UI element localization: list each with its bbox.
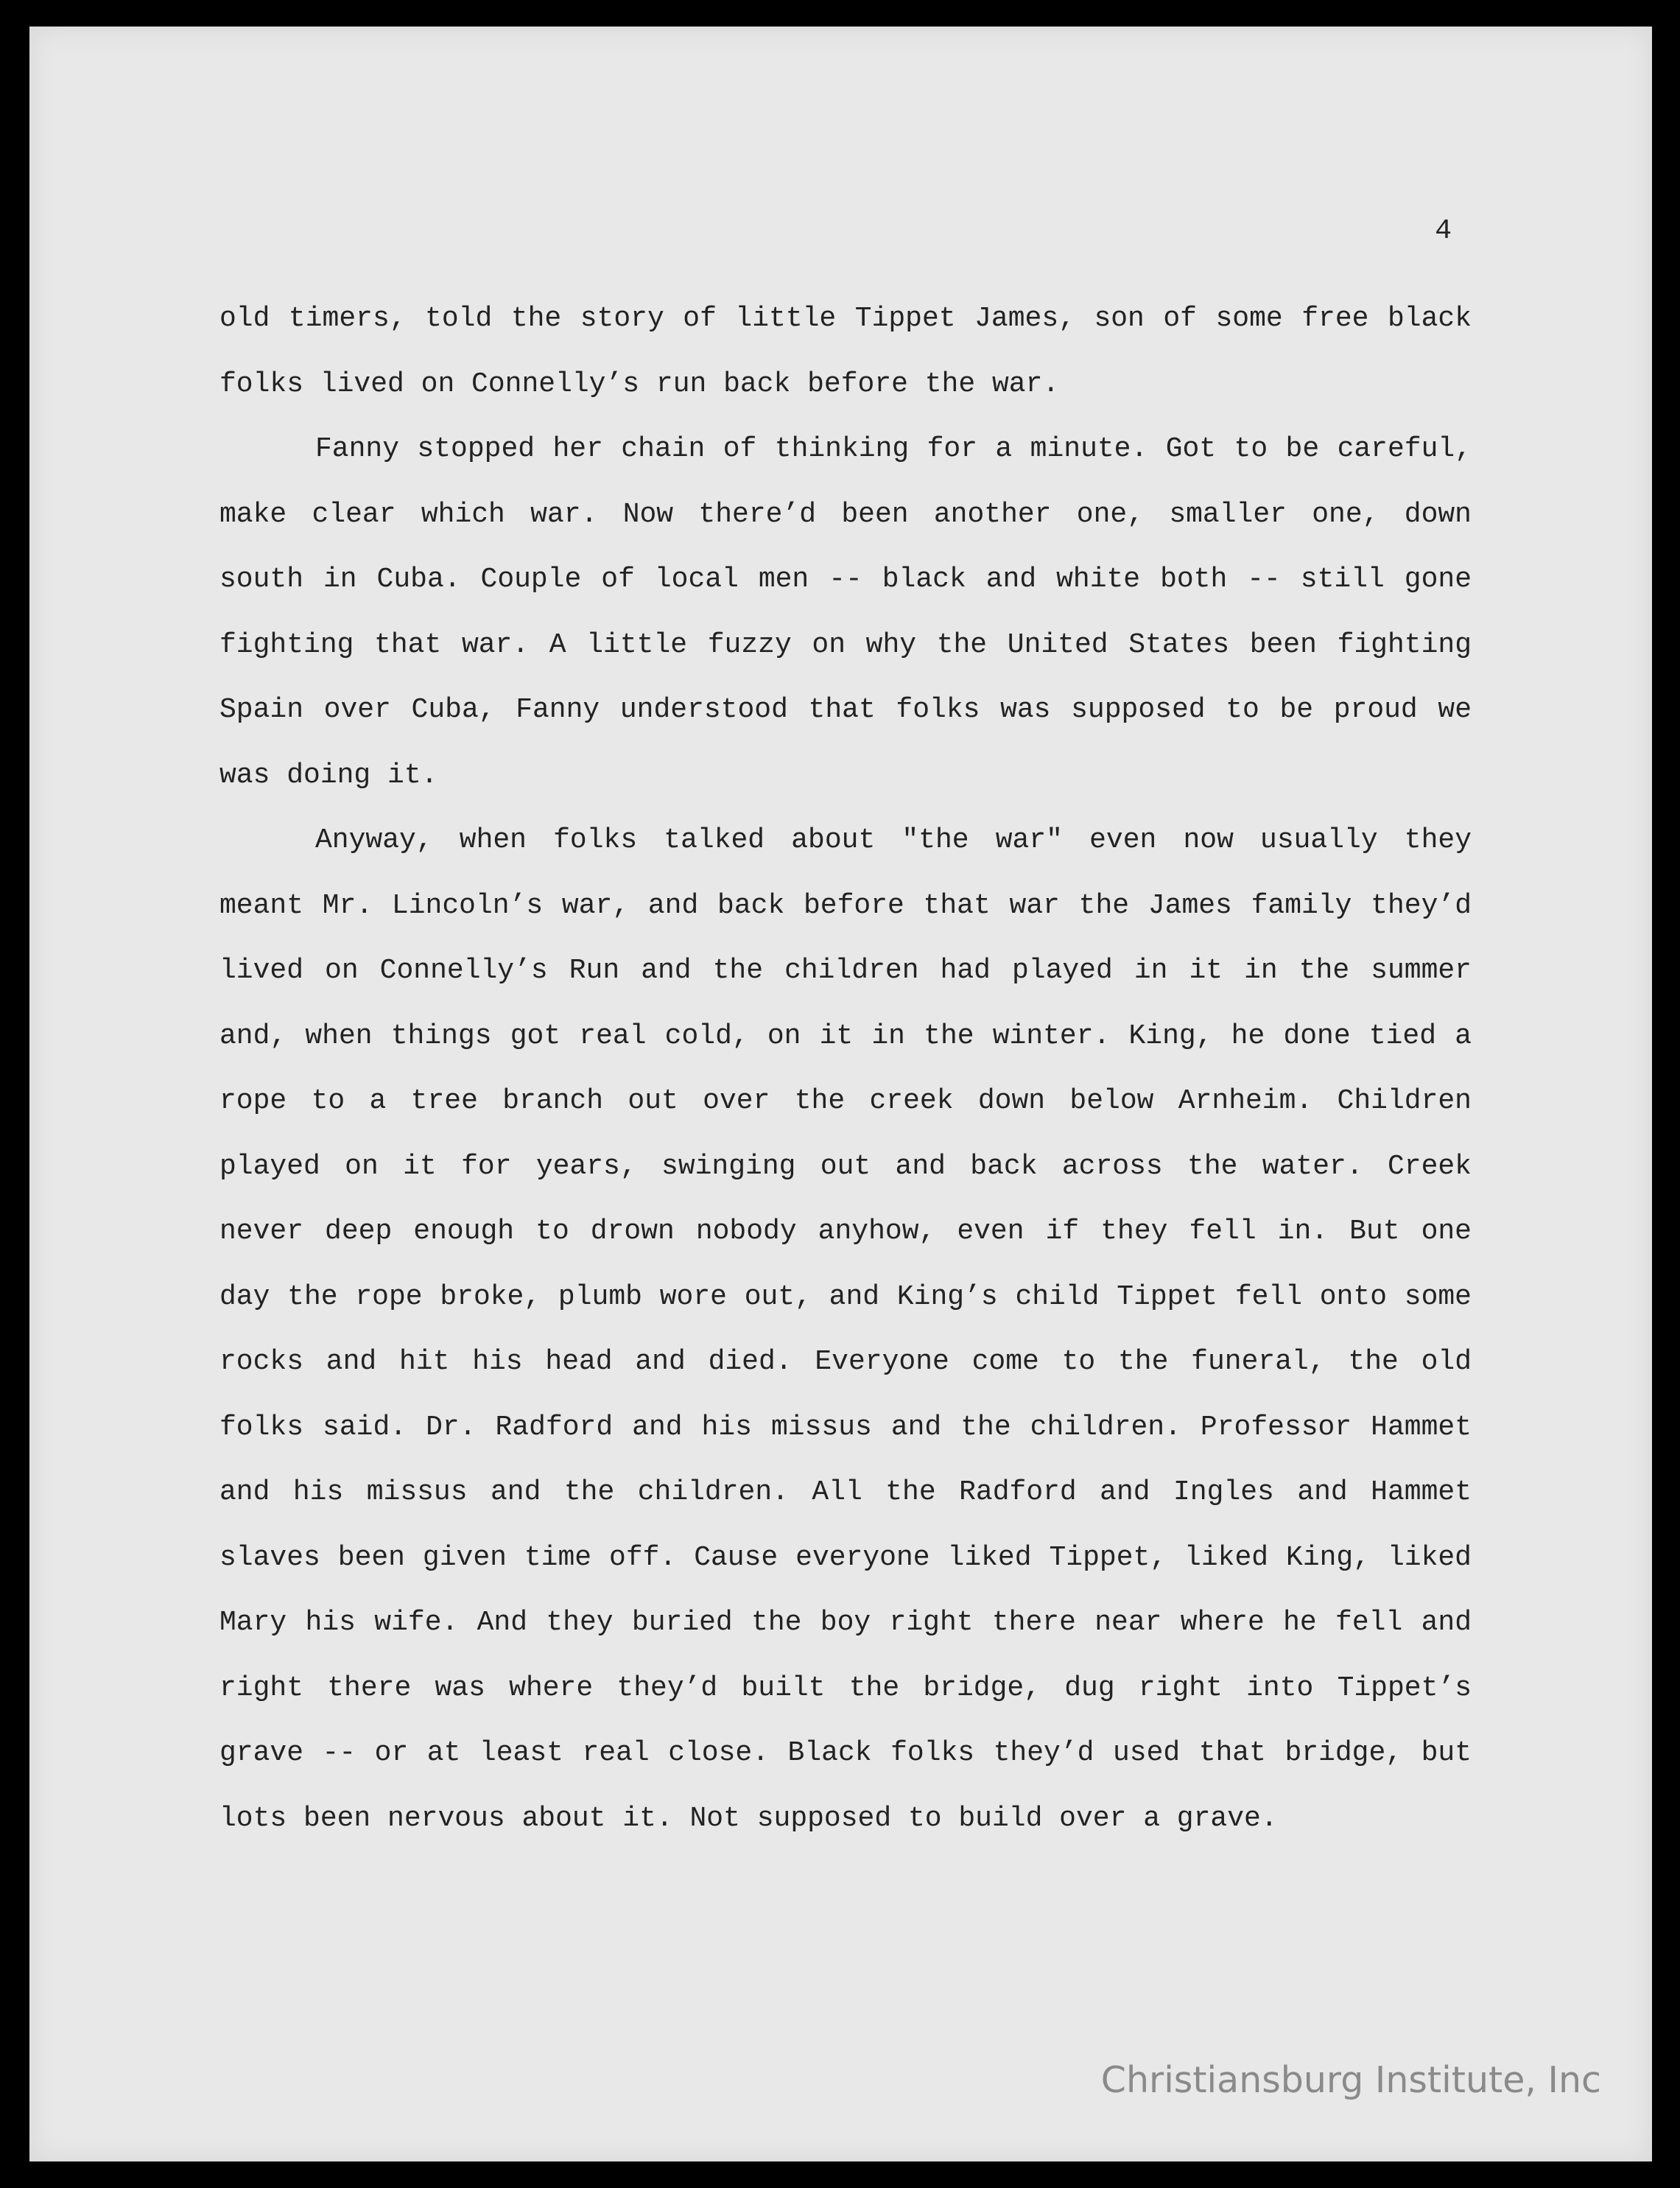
paragraph-1: old timers, told the story of little Tippet James, son of some free black folks lived on Connelly’s run back before the war. bbox=[219, 303, 1472, 400]
watermark: Christiansburg Institute, Inc bbox=[1100, 2059, 1601, 2101]
paragraph-3: Anyway, when folks talked about "the war" even now usually they meant Mr. Lincoln’s war, and back before that war the James family they’d lived on Connelly’s Run and the children had played in it in the summer and, when things got real cold, on it in the winter. King, he done tied a rope to a tree branch out over the creek down below Arnheim. Children played on it for years, swinging out and back across the water. Creek never deep enough to drown nobody anyhow, even if they fell in. But one day the rope broke, plumb wore out, and King’s child Tippet fell onto some rocks and hit his head and died. Everyone come to the funeral, the old folks said. Dr. Radford and his missus and the children. Professor Hammet and his missus and the children. All the Radford and Ingles and Hammet slaves been given time off. Cause everyone liked Tippet, liked King, liked Mary his wife. And they buried the boy right there near where he fell and right there was where they’d built the bridge, dug right into Tippet’s grave -- or at least real close. Black folks they’d used that bridge, but lots been nervous about it. Not supposed to build over a grave. bbox=[219, 824, 1472, 1834]
page-number: 4 bbox=[1435, 215, 1452, 247]
document-body bbox=[219, 287, 1472, 1851]
paragraph-2: Fanny stopped her chain of thinking for a minute. Got to be careful, make clear which war. Now there’d been another one, smaller one, down south in Cuba. Couple of local men -- black and white both -- still gone fighting that war. A little fuzzy on why the United States been fighting Spain over Cuba, Fanny understood that folks was supposed to be proud we was doing it. bbox=[219, 433, 1472, 791]
document-page bbox=[29, 27, 1652, 2161]
